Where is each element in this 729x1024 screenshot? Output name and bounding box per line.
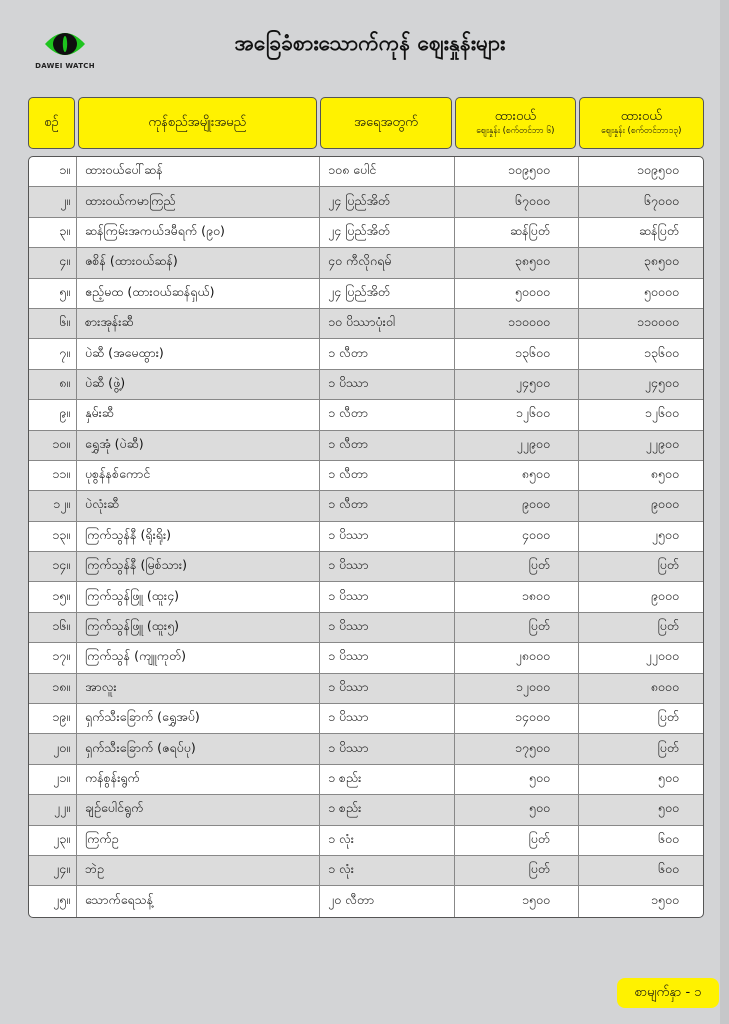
table-row bbox=[29, 248, 703, 278]
price-sep6: ၄၀၀၀ bbox=[455, 522, 579, 551]
item-quantity: ၁ လီတာ bbox=[320, 431, 455, 460]
table-row bbox=[29, 400, 703, 430]
row-number: ၁၈။ bbox=[29, 674, 77, 703]
row-number: ၅။ bbox=[29, 279, 77, 308]
table-row bbox=[29, 674, 703, 704]
item-quantity: ၁ ပိဿာ bbox=[320, 643, 455, 672]
price-sep6: ၅၀၀ bbox=[455, 795, 579, 824]
item-name: ကြက်သွန်နီ (မြစ်သား) bbox=[77, 552, 320, 581]
price-sep6: ၁၂၀၀၀ bbox=[455, 674, 579, 703]
item-name: ရွှေအုံ (ပဲဆီ) bbox=[77, 431, 320, 460]
item-quantity: ၂၄ ပြည်အိတ် bbox=[320, 279, 455, 308]
item-name: ပဲဆီ (ဖွဲ့) bbox=[77, 370, 320, 399]
row-number: ၁၅။ bbox=[29, 582, 77, 611]
price-sep6: ပြတ် bbox=[455, 856, 579, 885]
row-number: ၂၂။ bbox=[29, 795, 77, 824]
row-number: ၁၆။ bbox=[29, 613, 77, 642]
item-name: ဆန်ကြမ်းအကယ်ဒမီရက် (၉၀) bbox=[77, 218, 320, 247]
price-sep13: ဆန်ပြတ် bbox=[639, 222, 679, 238]
item-quantity: ၄၀ ကီလိုဂရမ် bbox=[320, 248, 455, 277]
price-sep6: ၉၀၀၀ bbox=[455, 491, 579, 520]
row-number: ၁၂။ bbox=[29, 491, 77, 520]
row-number: ၂၃။ bbox=[29, 826, 77, 855]
header-no: စဉ် bbox=[28, 97, 75, 149]
item-name: ကန်စွန်းရွက် bbox=[77, 765, 320, 794]
row-number: ၂၀။ bbox=[29, 734, 77, 763]
price-sep6: ပြတ် bbox=[455, 826, 579, 855]
price-sep13: ၁၃၆၀၀ bbox=[643, 344, 679, 360]
table-row bbox=[29, 461, 703, 491]
price-sep13: ၂၄၅၀၀ bbox=[644, 374, 679, 390]
item-quantity: ၁ လီတာ bbox=[320, 491, 455, 520]
item-quantity: ၁ ပိဿာ bbox=[320, 522, 455, 551]
price-sep13: ပြတ် bbox=[657, 557, 679, 573]
item-name: သောက်ရေသန့် bbox=[77, 886, 320, 916]
price-sep6: ၁၈၀၀ bbox=[455, 582, 579, 611]
price-sep13: ပြတ် bbox=[657, 618, 679, 634]
row-number: ၁။ bbox=[29, 157, 77, 186]
header-price-sep13 bbox=[579, 97, 704, 149]
item-quantity: ၁ စည်း bbox=[320, 765, 455, 794]
table-row bbox=[29, 370, 703, 400]
price-sep13: ၁၂၆၀၀ bbox=[644, 405, 679, 421]
price-sep6: ၁၃၆၀၀ bbox=[455, 339, 579, 368]
table-row bbox=[29, 431, 703, 461]
price-sep13: ၉၀၀၀ bbox=[650, 587, 679, 603]
item-quantity: ၁ ပိဿာ bbox=[320, 582, 455, 611]
header-price-sep6 bbox=[455, 97, 575, 149]
price-sep13: ၈၅၀၀ bbox=[650, 466, 679, 482]
price-sep6: ၁၁၀၀၀၀ bbox=[455, 309, 579, 338]
table-row bbox=[29, 765, 703, 795]
item-quantity: ၁ ပိဿာ bbox=[320, 734, 455, 763]
price-sep13: ၁၅၀၀ bbox=[650, 892, 679, 908]
table-row bbox=[29, 339, 703, 369]
item-name: ကြက်သွန်ဖြူ (ထူး၄) bbox=[77, 582, 320, 611]
page-title: အခြေခံစားသောက်ကုန် ဈေးနှုန်းများ bbox=[234, 31, 506, 55]
item-quantity: ၁ ပိဿာ bbox=[320, 370, 455, 399]
item-quantity: ၁၀ ပိဿာပုံးဝါ bbox=[320, 309, 455, 338]
item-name: ဘဲဥ bbox=[77, 856, 320, 885]
item-name: ထားဝယ်ကမာကြည် bbox=[77, 187, 320, 216]
price-sep13: ၈၀၀၀ bbox=[650, 678, 679, 694]
item-name: ဧည့်မထ (ထားဝယ်ဆန်ရှယ်) bbox=[77, 279, 320, 308]
price-sep13: ၁၁၀၀၀၀ bbox=[636, 314, 679, 330]
item-quantity: ၁ လီတာ bbox=[320, 461, 455, 490]
price-sep13: ၁၀၉၅၀၀ bbox=[636, 162, 679, 178]
brand-logo bbox=[30, 28, 100, 78]
item-quantity: ၁ ပိဿာ bbox=[320, 552, 455, 581]
price-sep13: ၅၀၀ bbox=[657, 770, 679, 785]
eye-logo-icon bbox=[43, 28, 87, 60]
header-price-sep6-top: ထားဝယ် bbox=[494, 109, 536, 125]
header-quantity: အရေအတွက် bbox=[320, 97, 452, 149]
item-quantity: ၂၄ ပြည်အိတ် bbox=[320, 218, 455, 247]
price-sep6: ၁၂၆၀၀ bbox=[455, 400, 579, 429]
item-quantity: ၁ လီတာ bbox=[320, 339, 455, 368]
table-row bbox=[29, 187, 703, 217]
row-number: ၉။ bbox=[29, 400, 77, 429]
table-body bbox=[28, 156, 704, 918]
row-number: ၆။ bbox=[29, 309, 77, 338]
table-row bbox=[29, 704, 703, 734]
item-quantity: ၁ စည်း bbox=[320, 795, 455, 824]
table-row bbox=[29, 582, 703, 612]
item-name: ရှက်သီးခြောက် (ရွှေအပ်) bbox=[77, 704, 320, 733]
item-quantity: ၁ ပိဿာ bbox=[320, 613, 455, 642]
price-sep13: ပြတ် bbox=[657, 739, 679, 755]
table-row bbox=[29, 552, 703, 582]
price-sep6: ၂၄၅၀၀ bbox=[455, 370, 579, 399]
price-sep13: ၅၀၀ bbox=[657, 800, 679, 816]
price-sep13: ပြတ် bbox=[657, 709, 679, 725]
item-name: ပဲဆီ (အမေထွား) bbox=[77, 339, 320, 368]
item-name: ပုစွန်နစ်ကောင် bbox=[77, 461, 320, 490]
item-quantity: ၂၀ လီတာ bbox=[320, 886, 455, 916]
price-table bbox=[28, 97, 704, 918]
item-name: စားအုန်းဆီ bbox=[77, 309, 320, 338]
price-sep6: ၁၇၅၀၀ bbox=[455, 734, 579, 763]
price-sep6: ၃၈၅၀၀ bbox=[455, 248, 579, 277]
row-number: ၁၉။ bbox=[29, 704, 77, 733]
header-price-sep6-sub: ဈေးနှုန်း (စက်တင်ဘာ ၆) bbox=[476, 125, 555, 136]
item-name: ချဉ်ပေါင်ရွက် bbox=[77, 795, 320, 824]
row-number: ၄။ bbox=[29, 248, 77, 277]
table-row bbox=[29, 279, 703, 309]
price-sep13: ၆၀၀ bbox=[657, 830, 679, 846]
item-name: နှမ်းဆီ bbox=[77, 400, 320, 429]
price-sep6: ပြတ် bbox=[455, 552, 579, 581]
row-number: ၁၇။ bbox=[29, 643, 77, 672]
price-sep13: ၂၂၀၀၀ bbox=[645, 648, 679, 664]
item-quantity: ၁ လုံး bbox=[320, 856, 455, 885]
price-sep6: ဆန်ပြတ် bbox=[455, 218, 579, 247]
row-number: ၇။ bbox=[29, 339, 77, 368]
row-number: ၁၁။ bbox=[29, 461, 77, 490]
price-sep6: ၂၂၉၀၀ bbox=[455, 431, 579, 460]
page-number-badge: စာမျက်နှာ - ၁ bbox=[617, 978, 719, 1008]
item-quantity: ၁၀၈ ပေါင် bbox=[320, 157, 455, 186]
row-number: ၁၄။ bbox=[29, 552, 77, 581]
header-price-sep13-sub: ဈေးနှုန်း (စက်တင်ဘာ၁၃) bbox=[601, 125, 682, 136]
item-name: ပဲလုံးဆီ bbox=[77, 491, 320, 520]
price-sep13: ၂၅၀၀ bbox=[651, 526, 679, 542]
row-number: ၂၄။ bbox=[29, 856, 77, 885]
item-name: ကြက်သွန်နီ (ရိုးရိုး) bbox=[77, 522, 320, 551]
table-header bbox=[28, 97, 704, 149]
price-sep6: ၁၅၀၀ bbox=[455, 886, 579, 916]
price-sep6: ၁၀၉၅၀၀ bbox=[455, 157, 579, 186]
table-row bbox=[29, 157, 703, 187]
table-row bbox=[29, 522, 703, 552]
row-number: ၁၃။ bbox=[29, 522, 77, 551]
price-sep6: ၆၇၀၀၀ bbox=[455, 187, 579, 216]
table-row bbox=[29, 886, 703, 916]
item-name: အာလူး bbox=[77, 674, 320, 703]
item-name: ကြက်သွန်ဖြူ (ထူး၅) bbox=[77, 613, 320, 642]
price-sep13: ၃၈၅၀၀ bbox=[643, 253, 679, 269]
table-row bbox=[29, 856, 703, 886]
item-name: ရှက်သီးခြောက် (ဇရပ်ပု) bbox=[77, 734, 320, 763]
row-number: ၂။ bbox=[29, 187, 77, 216]
item-name: ကြက်ဥ bbox=[77, 826, 320, 855]
item-quantity: ၁ ပိဿာ bbox=[320, 704, 455, 733]
row-number: ၂၅။ bbox=[29, 886, 77, 916]
table-row bbox=[29, 795, 703, 825]
item-name: ကြက်သွန် (ကျူကုတ်) bbox=[77, 643, 320, 672]
item-name: ဇစိန် (ထားဝယ်ဆန်) bbox=[77, 248, 320, 277]
row-number: ၈။ bbox=[29, 370, 77, 399]
price-sep6: ၅၀၀ bbox=[455, 765, 579, 794]
right-edge-strip bbox=[720, 0, 729, 1024]
table-row bbox=[29, 643, 703, 673]
table-row bbox=[29, 734, 703, 764]
row-number: ၃။ bbox=[29, 218, 77, 247]
table-row bbox=[29, 826, 703, 856]
table-row bbox=[29, 309, 703, 339]
item-quantity: ၂၄ ပြည်အိတ် bbox=[320, 187, 455, 216]
row-number: ၂၁။ bbox=[29, 765, 77, 794]
brand-name: DAWEI WATCH bbox=[35, 62, 95, 70]
item-name: ထားဝယ်ပေါ်ဆန် bbox=[77, 157, 320, 186]
row-number: ၁၀။ bbox=[29, 431, 77, 460]
header-item-name: ကုန်စည်အမျိုးအမည် bbox=[78, 97, 317, 149]
table-row bbox=[29, 491, 703, 521]
price-sep13: ၅၀၀၀၀ bbox=[643, 283, 679, 299]
item-quantity: ၁ လီတာ bbox=[320, 400, 455, 429]
price-sep6: ပြတ် bbox=[455, 613, 579, 642]
item-quantity: ၁ လုံး bbox=[320, 826, 455, 855]
price-sep13: ၆၇၀၀၀ bbox=[643, 192, 679, 208]
table-row bbox=[29, 218, 703, 248]
header-price-sep13-top: ထားဝယ် bbox=[620, 109, 662, 125]
item-quantity: ၁ ပိဿာ bbox=[320, 674, 455, 703]
price-sep13: ၆၀၀ bbox=[657, 861, 679, 877]
price-sep6: ၁၄၀၀၀ bbox=[455, 704, 579, 733]
price-sep13: ၂၂၉၀၀ bbox=[645, 435, 679, 451]
price-sep13: ၉၀၀၀ bbox=[650, 496, 679, 512]
price-sep6: ၅၀၀၀၀ bbox=[455, 279, 579, 308]
price-sep6: ၈၅၀၀ bbox=[455, 461, 579, 490]
table-row bbox=[29, 613, 703, 643]
price-sep6: ၂၈၀၀၀ bbox=[455, 643, 579, 672]
